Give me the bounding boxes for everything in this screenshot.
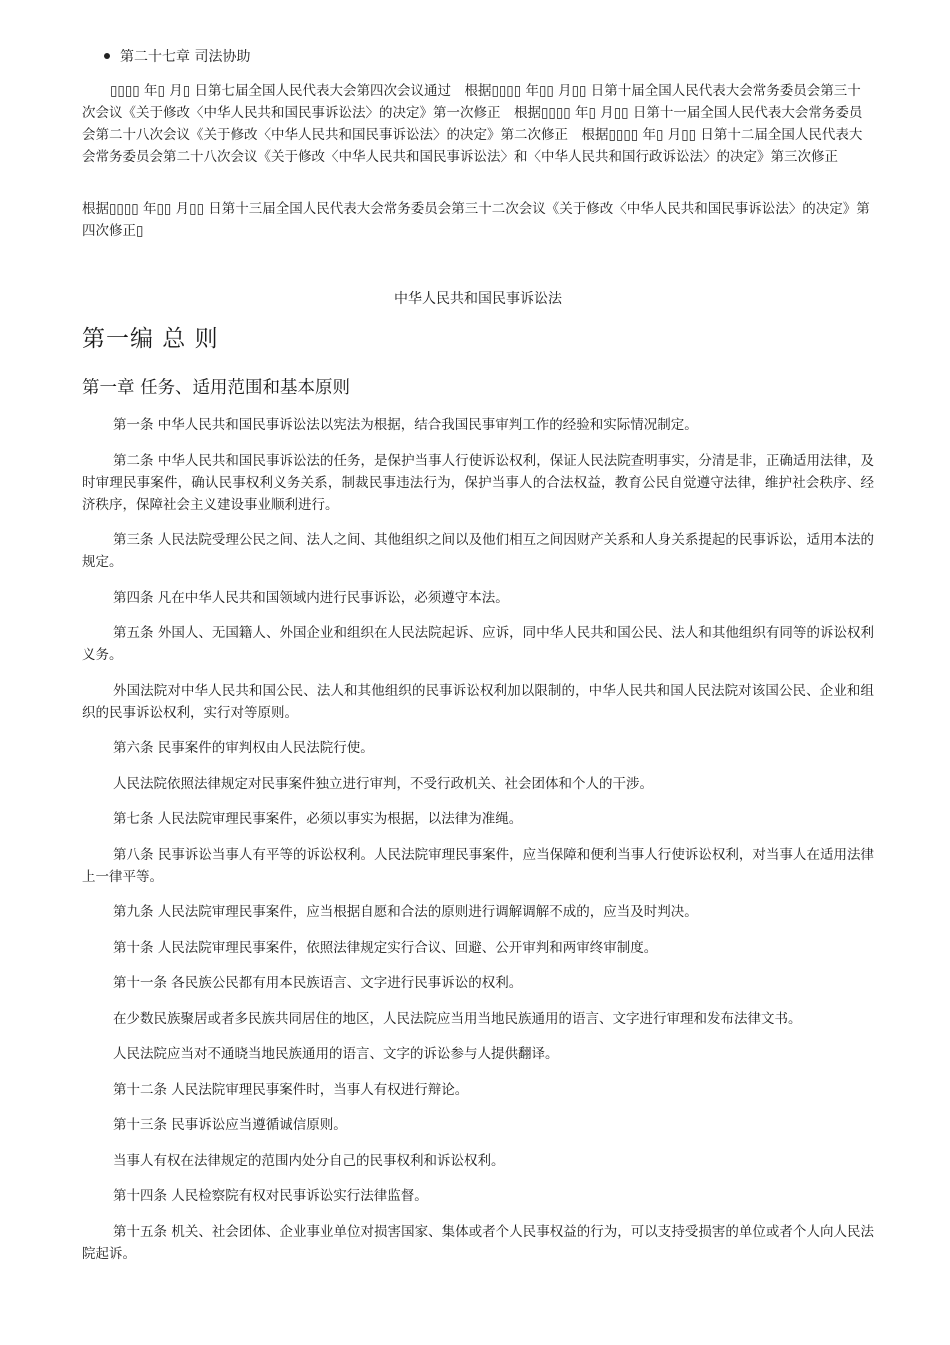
- article-paragraph: 人民法院应当对不通晓当地民族通用的语言、文字的诉讼参与人提供翻译。: [113, 1046, 559, 1062]
- article-paragraph: 人民法院依照法律规定对民事案件独立进行审判，不受行政机关、社会团体和个人的干涉。: [113, 775, 653, 792]
- article-paragraph: 第十一条 各民族公民都有用本民族语言、文字进行民事诉讼的权利。: [113, 975, 523, 991]
- toc-item[interactable]: [104, 46, 250, 66]
- article-paragraph: 第九条 人民法院审理民事案件，应当根据自愿和合法的原则进行调解调解不成的，应当及时判决。: [113, 904, 698, 920]
- article-paragraph: 在少数民族聚居或者多民族共同居住的地区，人民法院应当用当地民族通用的语言、文字进行审理和发布法律文书。: [113, 1010, 802, 1027]
- article-paragraph: 第十五条 机关、社会团体、企业事业单位对损害国家、集体或者个人民事权益的行为，可以支持受损害的单位或者个人向人民法院起诉。: [82, 1223, 874, 1262]
- chapter-heading: 第一章 任务、适用范围和基本原则: [82, 378, 351, 398]
- law-title: 中华人民共和国民事诉讼法: [394, 291, 562, 307]
- article-paragraph: 第六条 民事案件的审判权由人民法院行使。: [113, 740, 374, 756]
- article-paragraph: 第八条 民事诉讼当事人有平等的诉讼权利。人民法院审理民事案件，应当保障和便利当事人行使诉讼权利，对当事人在适用法律上一律平等。: [82, 846, 874, 885]
- article-paragraph: 第十二条 人民法院审理民事案件时，当事人有权进行辩论。: [113, 1081, 469, 1098]
- article-paragraph: 第五条 外国人、无国籍人、外国企业和组织在人民法院起诉、应诉，同中华人民共和国公民、法人和其他组织有同等的诉讼权利义务。: [82, 625, 874, 663]
- article-paragraph: 第七条 人民法院审理民事案件，必须以事实为根据，以法律为准绳。: [113, 811, 523, 827]
- article-paragraph: 第四条 凡在中华人民共和国领域内进行民事诉讼，必须遵守本法。: [113, 589, 509, 606]
- amendment-note-1: ▯▯▯▯ 年▯ 月▯ 日第七届全国人民代表大会第四次会议通过 根据▯▯▯▯ 年▯▯ 月▯▯ 日第十届全国人民代表大会常务委员会第三十次会议《关于修改〈中华人民共和国民事诉讼法〉的决定》第一次修正 根据▯▯▯▯ 年▯ 月▯▯ 日第十一届全国人民代表大会常务委员会第二十八次会议《关于修改〈中华人民共和国民事诉讼法〉的决定》第二次修正 根据▯▯▯▯ 年▯ 月▯▯ 日第十二届全国人民代表大会常务委员会第二十八次会议《关于修改〈中华人民共和国民事诉讼法〉和〈中华人民共和国行政诉讼法〉的决定》第三次修正: [82, 83, 863, 165]
- article-paragraph: 第十三条 民事诉讼应当遵循诚信原则。: [113, 1117, 347, 1133]
- part-heading: 第一编 总 则: [82, 326, 219, 352]
- article-list: [82, 414, 874, 1278]
- article-paragraph: 第十四条 人民检察院有权对民事诉讼实行法律监督。: [113, 1188, 428, 1204]
- bullet-icon: [104, 53, 110, 59]
- toc-item-label: 第二十七章 司法协助: [120, 49, 251, 65]
- article-paragraph: 当事人有权在法律规定的范围内处分自己的民事权利和诉讼权利。: [113, 1152, 505, 1169]
- article-paragraph: 第二条 中华人民共和国民事诉讼法的任务，是保护当事人行使诉讼权利，保证人民法院查明事实，分清是非，正确适用法律，及时审理民事案件，确认民事权利义务关系，制裁民事违法行为，保护当事人的合法权益，教育公民自觉遵守法律，维护社会秩序、经济秩序，保障社会主义建设事业顺利进行。: [82, 452, 874, 513]
- article-paragraph: 第一条 中华人民共和国民事诉讼法以宪法为根据，结合我国民事审判工作的经验和实际情况制定。: [113, 417, 698, 433]
- article-paragraph: 第三条 人民法院受理公民之间、法人之间、其他组织之间以及他们相互之间因财产关系和人身关系提起的民事诉讼，适用本法的规定。: [82, 532, 874, 570]
- amendment-note-2: 根据▯▯▯▯ 年▯▯ 月▯▯ 日第十三届全国人民代表大会常务委员会第三十二次会议《关于修改〈中华人民共和国民事诉讼法〉的决定》第四次修正▯: [82, 201, 870, 239]
- article-paragraph: 第十条 人民法院审理民事案件，依照法律规定实行合议、回避、公开审判和两审终审制度。: [113, 939, 658, 956]
- article-paragraph: 外国法院对中华人民共和国公民、法人和其他组织的民事诉讼权利加以限制的，中华人民共和国人民法院对该国公民、企业和组织的民事诉讼权利，实行对等原则。: [82, 682, 874, 721]
